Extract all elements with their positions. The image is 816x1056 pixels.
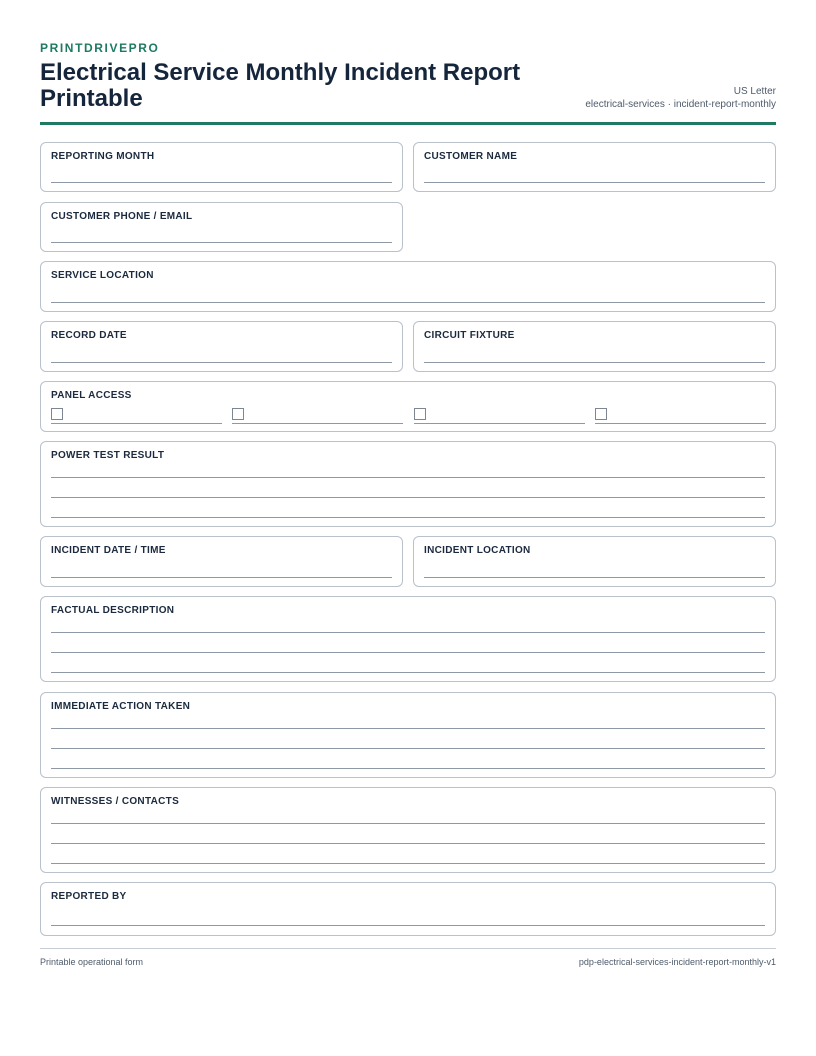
customer-phone-email-field[interactable]: [40, 202, 403, 252]
write-line[interactable]: [51, 477, 765, 478]
field-label: INCIDENT DATE / TIME: [51, 545, 166, 556]
field-label: INCIDENT LOCATION: [424, 545, 531, 556]
write-line[interactable]: [51, 768, 765, 769]
reporting-month-field[interactable]: [40, 142, 403, 192]
option-line: [51, 423, 222, 424]
write-line[interactable]: [51, 652, 765, 653]
checkbox[interactable]: [595, 408, 607, 420]
field-label: FACTUAL DESCRIPTION: [51, 605, 175, 616]
power-test-result-field[interactable]: [40, 441, 776, 527]
write-line[interactable]: [51, 182, 392, 183]
field-label: IMMEDIATE ACTION TAKEN: [51, 701, 191, 712]
record-date-field[interactable]: [40, 321, 403, 372]
write-line[interactable]: [51, 302, 765, 303]
document-meta: [585, 85, 776, 111]
panel-access-field: [40, 381, 776, 432]
field-label: SERVICE LOCATION: [51, 270, 154, 281]
field-label: REPORTED BY: [51, 891, 127, 902]
immediate-action-taken-field[interactable]: [40, 692, 776, 778]
write-line[interactable]: [51, 925, 765, 926]
panel-access-option-1[interactable]: [51, 408, 222, 424]
write-line[interactable]: [424, 577, 765, 578]
field-label: CIRCUIT FIXTURE: [424, 330, 515, 341]
option-line: [232, 423, 403, 424]
form-id: pdp-electrical-services-incident-report-monthly-v1: [578, 957, 776, 967]
brand-name: PRINTDRIVEPRO: [40, 41, 160, 55]
circuit-fixture-field[interactable]: [413, 321, 776, 372]
write-line[interactable]: [51, 242, 392, 243]
write-line[interactable]: [424, 362, 765, 363]
service-location-field[interactable]: [40, 261, 776, 312]
write-line[interactable]: [51, 497, 765, 498]
option-line: [414, 423, 585, 424]
write-line[interactable]: [51, 577, 392, 578]
panel-access-option-3[interactable]: [414, 408, 585, 424]
panel-access-option-4[interactable]: [595, 408, 766, 424]
document-tags: electrical-services · incident-report-monthly: [585, 99, 776, 110]
checkbox[interactable]: [232, 408, 244, 420]
form-header: [40, 40, 776, 126]
write-line[interactable]: [51, 728, 765, 729]
field-label: REPORTING MONTH: [51, 151, 155, 162]
checkbox[interactable]: [51, 408, 63, 420]
field-label: CUSTOMER NAME: [424, 151, 518, 162]
paper-size: US Letter: [733, 86, 776, 97]
write-line[interactable]: [51, 362, 392, 363]
footer-rule: [40, 948, 776, 949]
reported-by-field[interactable]: [40, 882, 776, 936]
witnesses-contacts-field[interactable]: [40, 787, 776, 873]
factual-description-field[interactable]: [40, 596, 776, 682]
incident-date-time-field[interactable]: [40, 536, 403, 587]
footer-left-text: Printable operational form: [40, 957, 144, 967]
panel-access-option-2[interactable]: [232, 408, 403, 424]
write-line[interactable]: [51, 863, 765, 864]
page-title: Electrical Service Monthly Incident Report Printable: [40, 59, 521, 112]
field-label: WITNESSES / CONTACTS: [51, 796, 180, 807]
header-rule: [40, 122, 776, 125]
field-label: POWER TEST RESULT: [51, 450, 165, 461]
customer-name-field[interactable]: [413, 142, 776, 192]
write-line[interactable]: [51, 823, 765, 824]
checkbox[interactable]: [414, 408, 426, 420]
write-line[interactable]: [51, 843, 765, 844]
write-line[interactable]: [51, 672, 765, 673]
field-label: PANEL ACCESS: [51, 390, 132, 401]
write-line[interactable]: [51, 748, 765, 749]
write-line[interactable]: [51, 517, 765, 518]
write-line[interactable]: [51, 632, 765, 633]
option-line: [595, 423, 766, 424]
write-line[interactable]: [424, 182, 765, 183]
field-label: CUSTOMER PHONE / EMAIL: [51, 211, 193, 222]
incident-location-field[interactable]: [413, 536, 776, 587]
field-label: RECORD DATE: [51, 330, 127, 341]
